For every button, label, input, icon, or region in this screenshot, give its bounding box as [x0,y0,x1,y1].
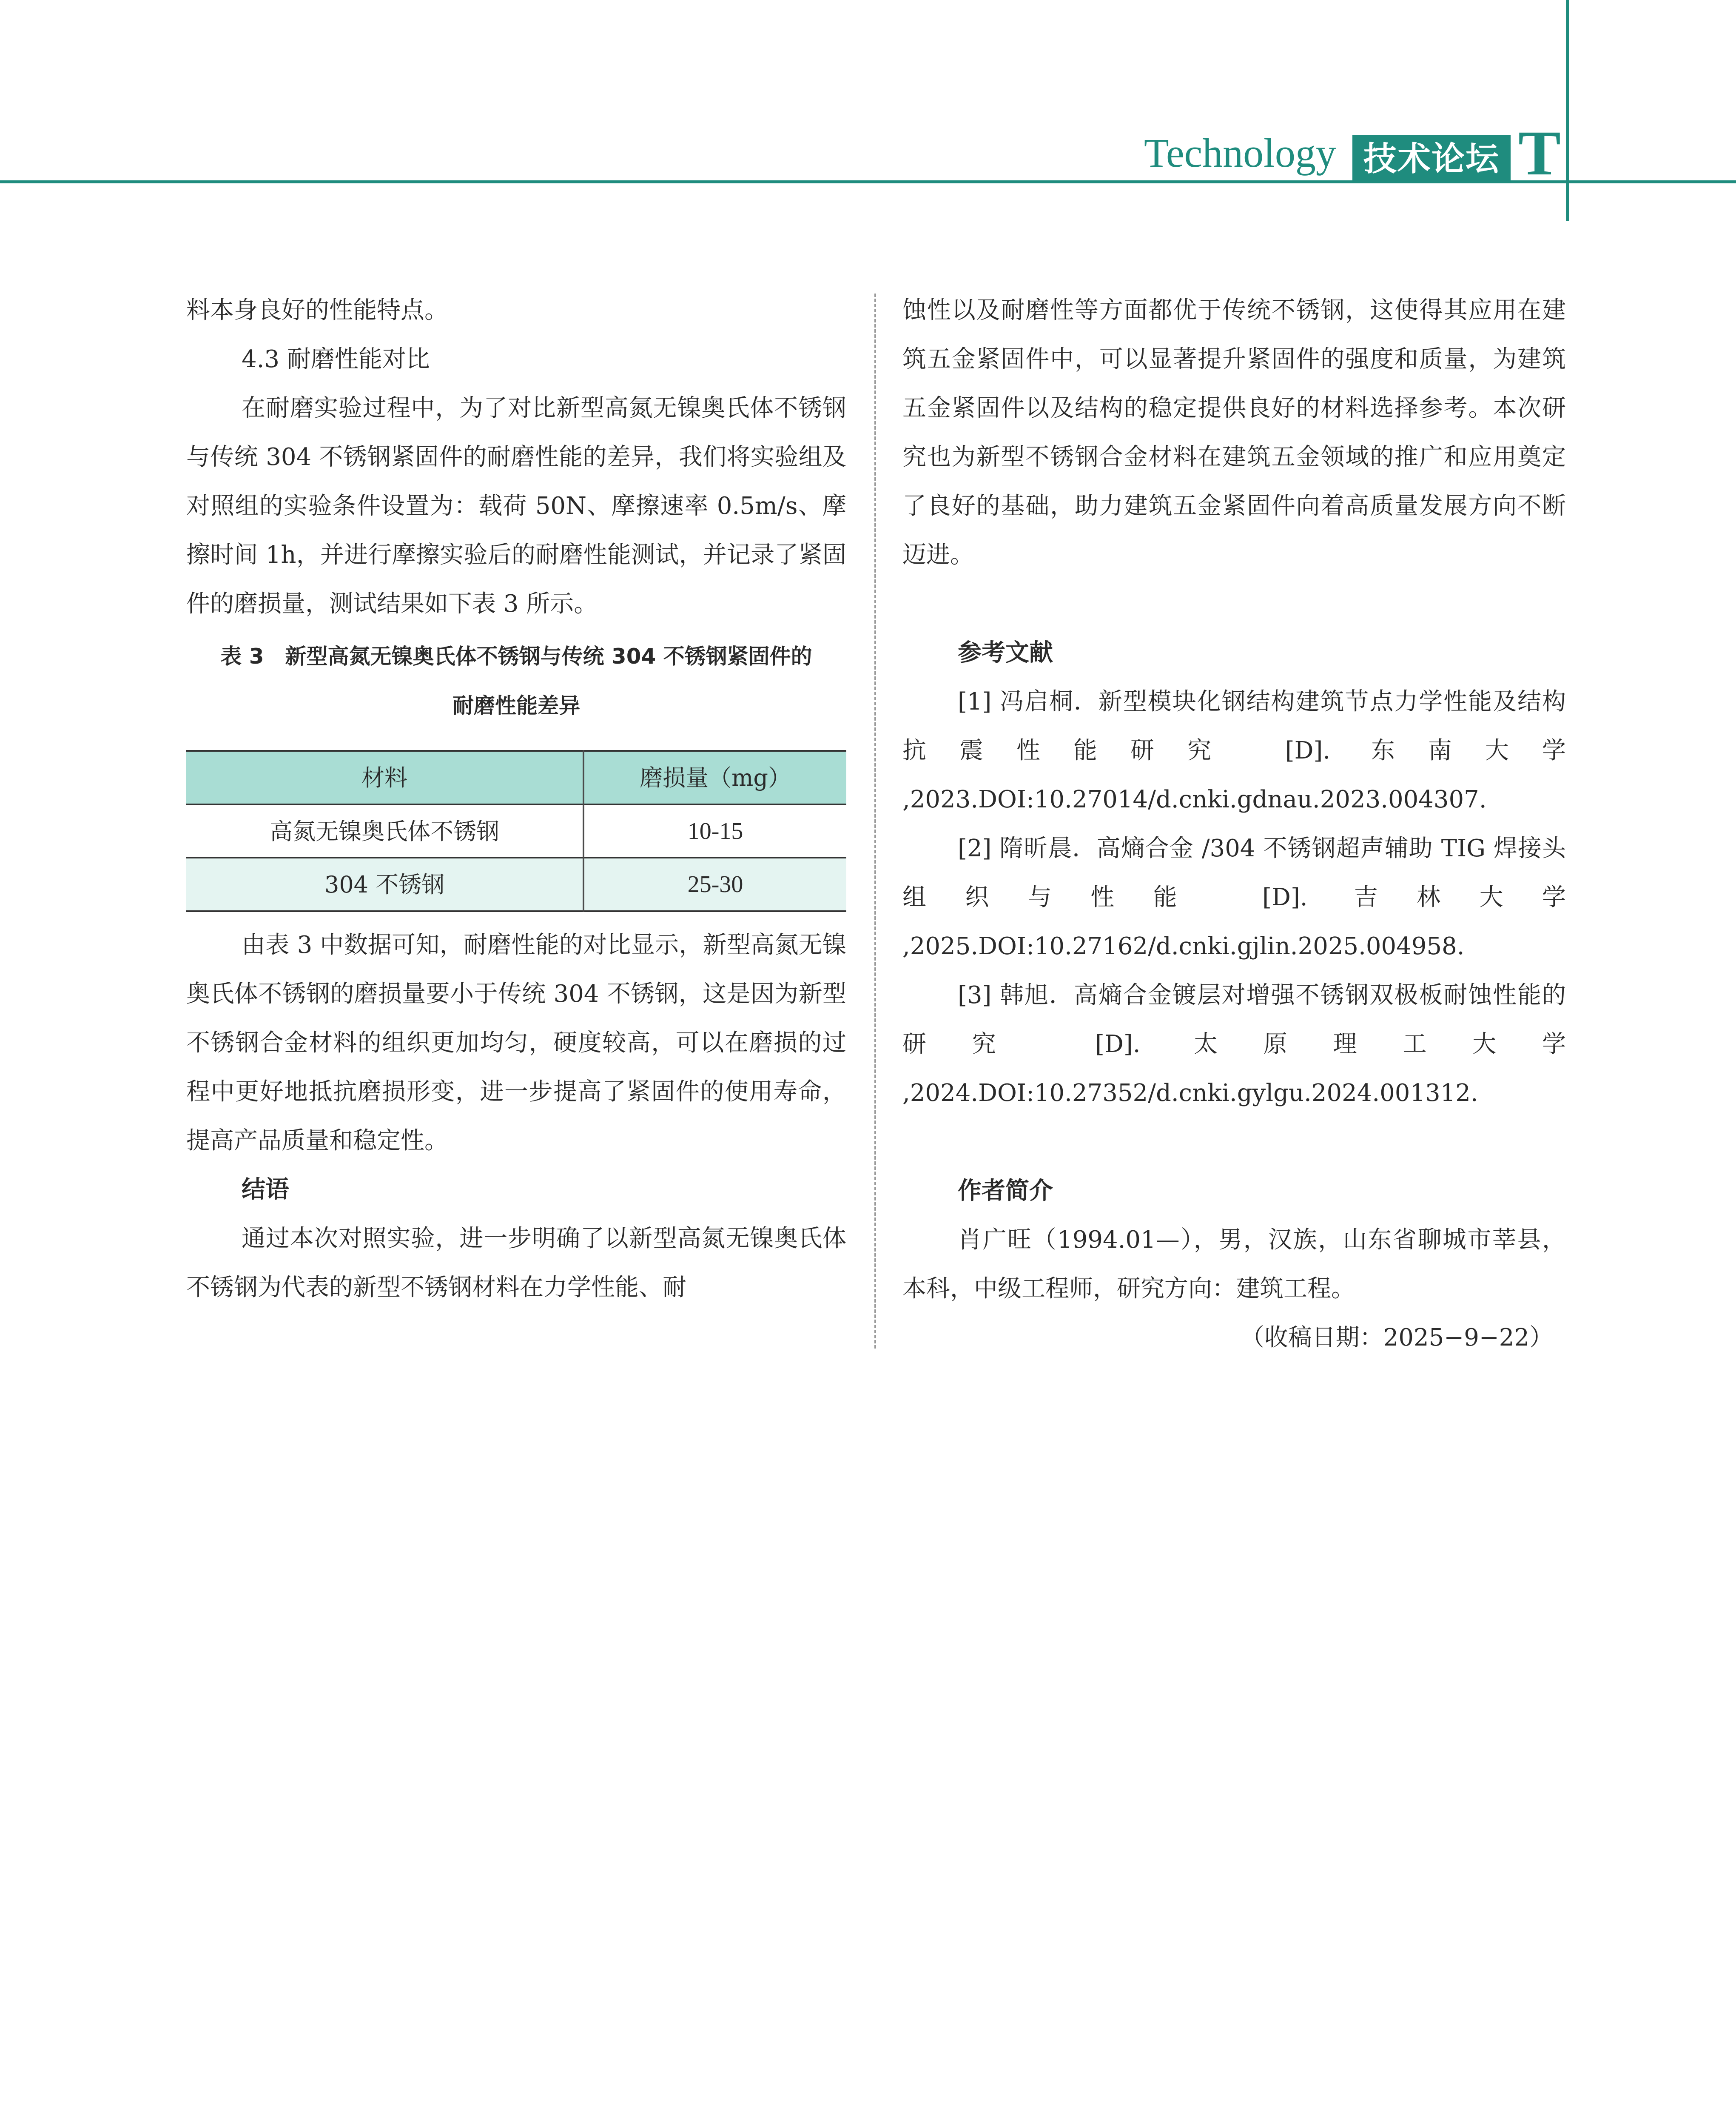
table-caption: 表 3 新型高氮无镍奥氏体不锈钢与传统 304 不锈钢紧固件的 耐磨性能差异 [220,644,812,718]
paragraph: 蚀性以及耐磨性等方面都优于传统不锈钢，这使得其应用在建筑五金紧固件中，可以显著提升紧固件的强度和质量，为建筑五金紧固件以及结构的稳定提供良好的材料选择参考。本次研究也为新型不锈钢合金材料在建筑五金领域的推广和应用奠定了良好的基础，助力建筑五金紧固件向着高质量发展方向不断迈进。 [902,297,1566,569]
table-header-cell: 磨损量（mg） [640,764,791,791]
left-column [186,286,846,1312]
paragraph: 料本身良好的性能特点。 [186,297,448,324]
table-header-row [186,751,846,804]
references-heading: 参考文献 [958,639,1053,667]
table-cell: 304 不锈钢 [186,858,583,912]
paragraph: 通过本次对照实验，进一步明确了以新型高氮无镍奥氏体不锈钢为代表的新型不锈钢材料在力学性能、耐 [186,1225,846,1301]
paragraph: 在耐磨实验过程中，为了对比新型高氮无镍奥氏体不锈钢与传统 304 不锈钢紧固件的耐磨性能的差异，我们将实验组及对照组的实验条件设置为：载荷 50N、摩擦速率 0.5m/s、摩擦时间 1h，并进行摩擦实验后的耐磨性能测试，并记录了紧固件的磨损量，测试结果如下表 3 所示。 [186,394,846,618]
section-title-cn: 技术论坛 [1352,135,1511,183]
received-date: （收稿日期：2025−9−22） [1240,1324,1553,1351]
right-column [902,286,1566,1362]
reference-item: [1] 冯启桐．新型模块化钢结构建筑节点力学性能及结构抗震性能研究 [D]. 东南大学 ,2023.DOI:10.27014/d.cnki.gdnau.2023.004307. [902,688,1566,813]
table-row [186,858,846,912]
reference-item: [2] 隋昕晨．高熵合金 /304 不锈钢超声辅助 TIG 焊接头组织与性能 [D]. 吉林大学 ,2025.DOI:10.27162/d.cnki.gjlin.2025.004958. [902,835,1566,960]
author-heading: 作者简介 [958,1177,1053,1205]
header-vertical-rule [1566,0,1569,221]
conclusion-heading: 结语 [242,1176,289,1203]
table-cell: 10-15 [687,818,743,844]
section-heading-4-3: 4.3 耐磨性能对比 [242,345,430,373]
table-cell: 25-30 [687,871,743,898]
section-title-en: Technology [1144,130,1336,176]
paragraph: 由表 3 中数据可知，耐磨性能的对比显示，新型高氮无镍奥氏体不锈钢的磨损量要小于传统 304 不锈钢，这是因为新型不锈钢合金材料的组织更加均匀，硬度较高，可以在磨损的过程中更好地抵抗磨损形变，进一步提高了紧固件的使用寿命，提高产品质量和稳定性。 [186,931,846,1155]
table-3 [186,750,846,912]
reference-item: [3] 韩旭．高熵合金镀层对增强不锈钢双极板耐蚀性能的研究 [D]. 太原理工大学 ,2024.DOI:10.27352/d.cnki.gylgu.2024.001312. [902,981,1566,1107]
table-header-cell: 材料 [186,751,583,804]
table-cell: 高氮无镍奥氏体不锈钢 [186,804,583,858]
author-bio: 肖广旺（1994.01—），男，汉族，山东省聊城市莘县，本科，中级工程师，研究方向：建筑工程。 [902,1226,1566,1303]
section-letter-logo: T [1518,118,1561,188]
column-divider [874,294,876,1349]
table-row [186,804,846,858]
